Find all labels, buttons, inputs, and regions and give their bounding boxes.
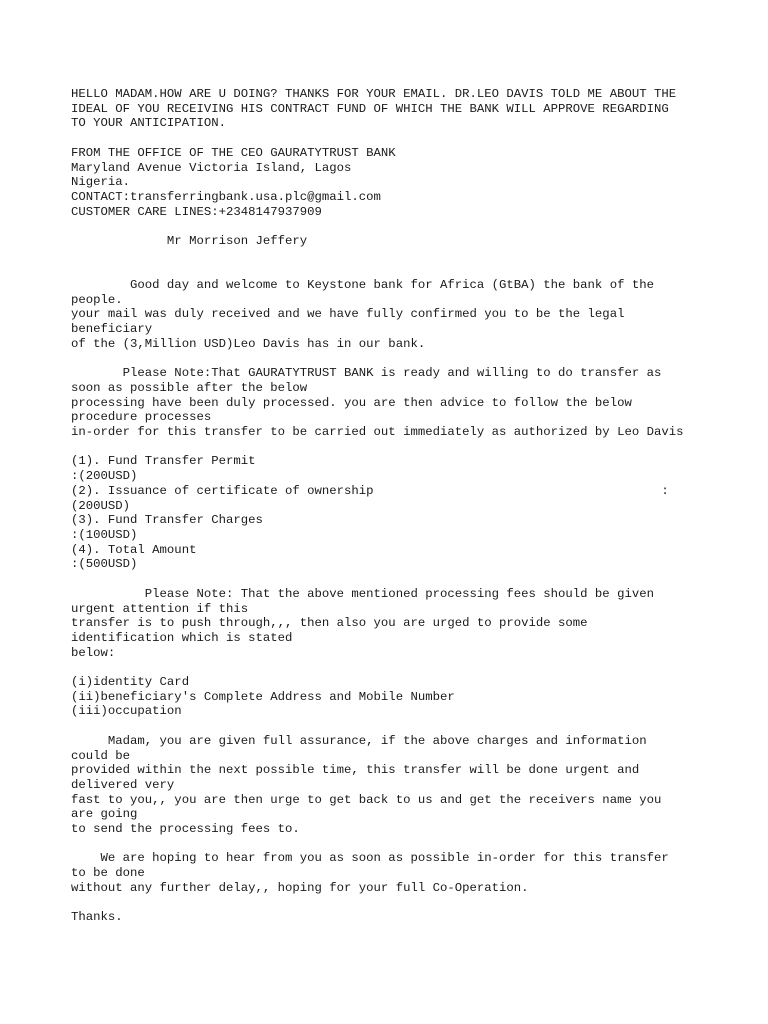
text-line: :(100USD) — [71, 528, 138, 542]
text-line: CONTACT:transferringbank.usa.plc@gmail.com — [71, 189, 381, 204]
text-line: people. — [71, 292, 123, 307]
text-line: to be done — [71, 866, 145, 881]
text-line: procedure processes — [71, 410, 212, 425]
text-line: your mail was duly received and we have fully confirmed you to be the legal — [71, 307, 625, 322]
text-line: below: — [71, 645, 116, 660]
text-line: :(500USD) — [71, 557, 138, 572]
text-line: without any further delay,, hoping for your full Co-Operation. — [71, 880, 529, 895]
text-line: (4). Total Amount — [71, 542, 197, 557]
text-line: provided within the next possible time, this transfer will be done urgent and — [71, 763, 640, 778]
text-line: urgent attention if this — [71, 601, 249, 616]
text-line: fast to you,, you are then urge to get back to us and get the receivers name you — [71, 792, 662, 807]
text-line: We are hoping to hear from you as soon as possible in-order for this transfer — [71, 851, 669, 866]
blank-line — [71, 249, 751, 264]
blank-line — [71, 837, 751, 852]
blank-line — [71, 719, 751, 734]
blank-line — [71, 263, 751, 278]
blank-line — [71, 896, 751, 911]
text-line: identification which is stated — [71, 630, 293, 645]
text-line: Please Note:That GAURATYTRUST BANK is ready and willing to do transfer as — [71, 366, 662, 381]
text-line: delivered very — [71, 777, 175, 792]
text-line: :(200USD) — [71, 469, 138, 484]
blank-line — [71, 660, 751, 675]
text-line: beneficiary — [71, 322, 153, 337]
text-line: TO YOUR ANTICIPATION. — [71, 116, 226, 131]
text-line: (200USD) — [71, 498, 131, 513]
text-line: IDEAL OF YOU RECEIVING HIS CONTRACT FUND OF WHICH THE BANK WILL APPROVE REGARDING — [71, 101, 669, 116]
text-line: (2). Issuance of certificate of ownership : — [71, 483, 669, 498]
text-line: in-order for this transfer to be carried out immediately as authorized by Leo Davis — [71, 425, 684, 440]
text-line: processing have been duly processed. you are then advice to follow the below — [71, 395, 632, 410]
text-line: CUSTOMER CARE LINES:+2348147937909 — [71, 204, 322, 219]
text-line: HELLO MADAM.HOW ARE U DOING? THANKS FOR YOUR EMAIL. DR.LEO DAVIS TOLD ME ABOUT THE — [71, 87, 677, 101]
text-line: could be — [71, 748, 131, 763]
text-line: FROM THE OFFICE OF THE CEO GAURATYTRUST BANK — [71, 145, 396, 160]
text-line: Maryland Avenue Victoria Island, Lagos — [71, 160, 352, 175]
text-line: Madam, you are given full assurance, if the above charges and information — [71, 733, 647, 748]
text-line: (1). Fund Transfer Permit — [71, 454, 256, 469]
text-line: Thanks. — [71, 910, 123, 925]
text-line: of the (3,Million USD)Leo Davis has in our bank. — [71, 336, 426, 351]
text-line: Nigeria. — [71, 175, 131, 190]
text-line: soon as possible after the below — [71, 380, 308, 395]
blank-line — [71, 219, 751, 234]
text-line: to send the processing fees to. — [71, 822, 300, 837]
blank-line — [71, 131, 751, 146]
text-line: (i)identity Card — [71, 675, 190, 689]
text-line: (iii)occupation — [71, 704, 182, 719]
text-line: Please Note: That the above mentioned processing fees should be given — [71, 586, 654, 601]
text-line: transfer is to push through,,, then also you are urged to provide some — [71, 616, 588, 631]
text-line: Mr Morrison Jeffery — [71, 234, 308, 248]
text-line: are going — [71, 807, 138, 822]
email-body — [71, 87, 751, 925]
blank-line — [71, 440, 751, 455]
blank-line — [71, 572, 751, 587]
text-line: Good day and welcome to Keystone bank for Africa (GtBA) the bank of the — [71, 278, 654, 293]
text-line: (3). Fund Transfer Charges — [71, 513, 263, 528]
text-line: (ii)beneficiary's Complete Address and Mobile Number — [71, 689, 455, 704]
blank-line — [71, 352, 751, 367]
